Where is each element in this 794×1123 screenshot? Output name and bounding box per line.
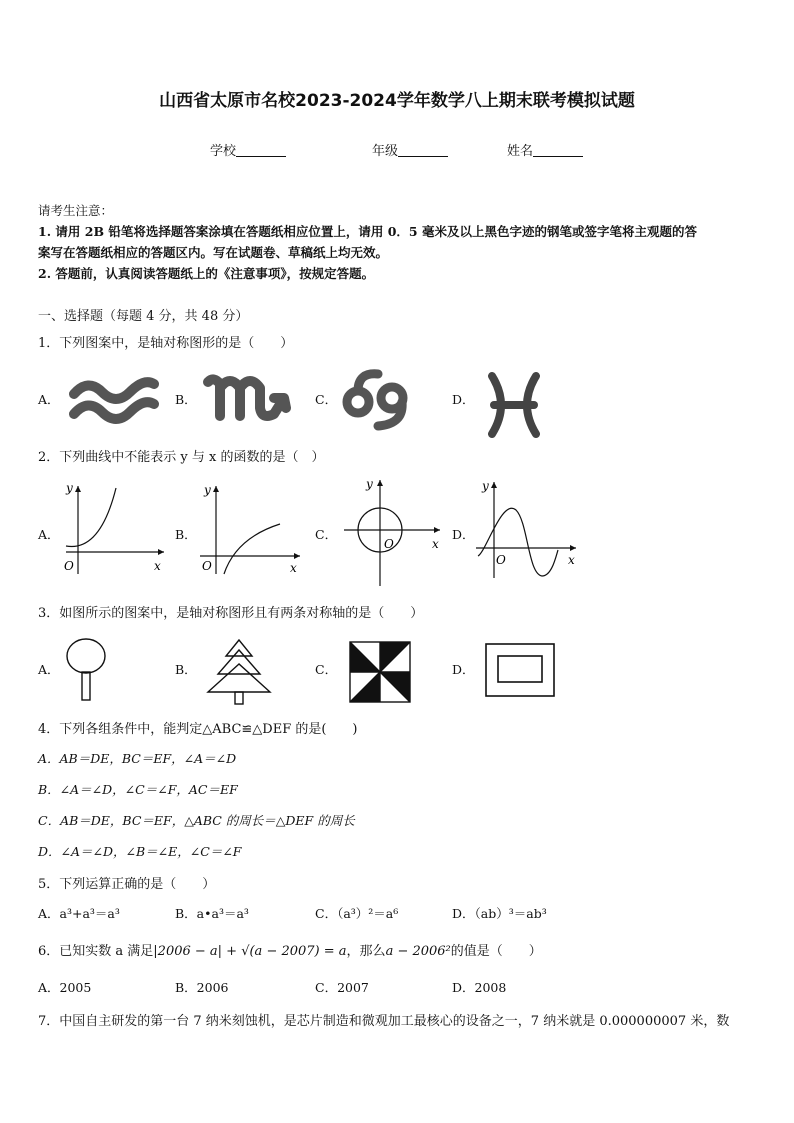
- q5-option-b: B．a•a³＝a³: [175, 906, 249, 921]
- q2-c-origin-label: O: [384, 537, 394, 551]
- q6-option-b: B．2006: [175, 980, 229, 995]
- q6-expression: a − 2006²: [385, 944, 451, 959]
- q1-label-d: D．: [452, 392, 475, 407]
- q2-a-origin-label: O: [64, 559, 74, 573]
- notice-heading: 请考生注意：: [38, 203, 114, 218]
- pisces-symbol-figure: [484, 370, 544, 440]
- q5-option-d: D．（ab）³＝ab³: [452, 906, 547, 921]
- q6-option-a: A．2005: [38, 980, 92, 995]
- q1-label-b: B．: [175, 392, 197, 407]
- q3-label-a: A．: [38, 662, 60, 677]
- q1-label-a: A．: [38, 392, 60, 407]
- notice-item-2: 2. 答题前，认真阅读答题纸上的《注意事项》，按规定答题。: [38, 266, 375, 281]
- q4-option-b: B．∠A＝∠D，∠C＝∠F，AC＝EF: [38, 782, 238, 797]
- q4-option-c: C．AB＝DE，BC＝EF，△ABC 的周长＝△DEF 的周长: [38, 813, 355, 828]
- q7-stem: 7．中国自主研发的第一台 7 纳米刻蚀机，是芯片制造和微观加工最核心的设备之一，7 纳米就是 0.000000007 米，数: [38, 1014, 730, 1029]
- q2-d-y-label: y: [482, 479, 489, 493]
- q2-a-x-label: x: [154, 559, 161, 573]
- grade-field[interactable]: [372, 140, 448, 159]
- notice-item-1b: 案写在答题纸相应的答题区内。写在试题卷、草稿纸上均无效。: [38, 245, 389, 260]
- q4-option-a: A．AB＝DE，BC＝EF，∠A＝∠D: [38, 751, 237, 766]
- q5-stem: 5．下列运算正确的是（ ）: [38, 877, 216, 892]
- notice-item-1a: 1. 请用 2B 铅笔将选择题答案涂填在答题纸相应位置上，请用 0．5 毫米及以上黑色字迹的钢笔或签字笔将主观题的答: [38, 224, 697, 239]
- grade-label: 年级: [372, 144, 399, 159]
- q4-option-d: D．∠A＝∠D，∠B＝∠E，∠C＝∠F: [38, 844, 242, 859]
- q6-stem-part-3: 的值是（ ）: [450, 944, 542, 959]
- school-field[interactable]: [210, 140, 286, 159]
- q2-c-x-label: x: [432, 537, 439, 551]
- name-label: 姓名: [507, 144, 534, 159]
- q6-option-d: D．2008: [452, 980, 507, 995]
- q2-a-y-label: y: [66, 481, 73, 495]
- q2-d-origin-label: O: [496, 553, 506, 567]
- q2-stem: 2．下列曲线中不能表示 y 与 x 的函数的是（ ）: [38, 450, 325, 465]
- q3-label-c: C．: [315, 662, 338, 677]
- q2-label-d: D．: [452, 527, 475, 542]
- q2-label-c: C．: [315, 527, 338, 542]
- q5-option-a: A．a³+a³＝a³: [38, 906, 120, 921]
- q2-b-x-label: x: [290, 561, 297, 575]
- tree-figure: [204, 636, 274, 706]
- q2-label-a: A．: [38, 527, 60, 542]
- q2-graph-a: [60, 478, 170, 578]
- frame-figure: [484, 642, 556, 698]
- scorpio-symbol-figure: [200, 368, 300, 430]
- q2-graph-d: [472, 474, 582, 584]
- q6-stem: [38, 940, 542, 959]
- q2-label-b: B．: [175, 527, 197, 542]
- q6-equation: |2006 − a| + √(a − 2007) = a: [153, 944, 347, 959]
- q4-stem: 4．下列各组条件中，能判定△ABC≌△DEF 的是( ): [38, 722, 358, 737]
- q2-b-origin-label: O: [202, 559, 212, 573]
- section-heading: 一、选择题（每题 4 分，共 48 分）: [38, 309, 249, 324]
- q6-stem-part-2: ，那么: [346, 944, 386, 959]
- school-label: 学校: [210, 144, 237, 159]
- q2-c-y-label: y: [366, 477, 373, 491]
- page-title: 山西省太原市名校2023-2024学年数学八上期末联考模拟试题: [159, 91, 635, 111]
- q5-option-c: C．（a³）²＝a⁶: [315, 906, 399, 921]
- fan-figure: [62, 634, 112, 704]
- aquarius-symbol-figure: [66, 372, 160, 428]
- q2-graph-c: [340, 474, 450, 588]
- q6-option-c: C．2007: [315, 980, 369, 995]
- q2-b-y-label: y: [204, 483, 211, 497]
- pinwheel-figure: [348, 640, 412, 704]
- q2-graph-b: [196, 478, 306, 578]
- q3-label-d: D．: [452, 662, 475, 677]
- q3-label-b: B．: [175, 662, 197, 677]
- q1-label-c: C．: [315, 392, 338, 407]
- q6-stem-part-1: 6．已知实数 a 满足: [38, 944, 154, 959]
- q1-stem: 1．下列图案中，是轴对称图形的是（ ）: [38, 336, 294, 351]
- name-field[interactable]: [507, 140, 583, 159]
- q3-stem: 3．如图所示的图案中，是轴对称图形且有两条对称轴的是（ ）: [38, 606, 424, 621]
- q2-d-x-label: x: [568, 553, 575, 567]
- cancer-symbol-figure: [338, 366, 414, 434]
